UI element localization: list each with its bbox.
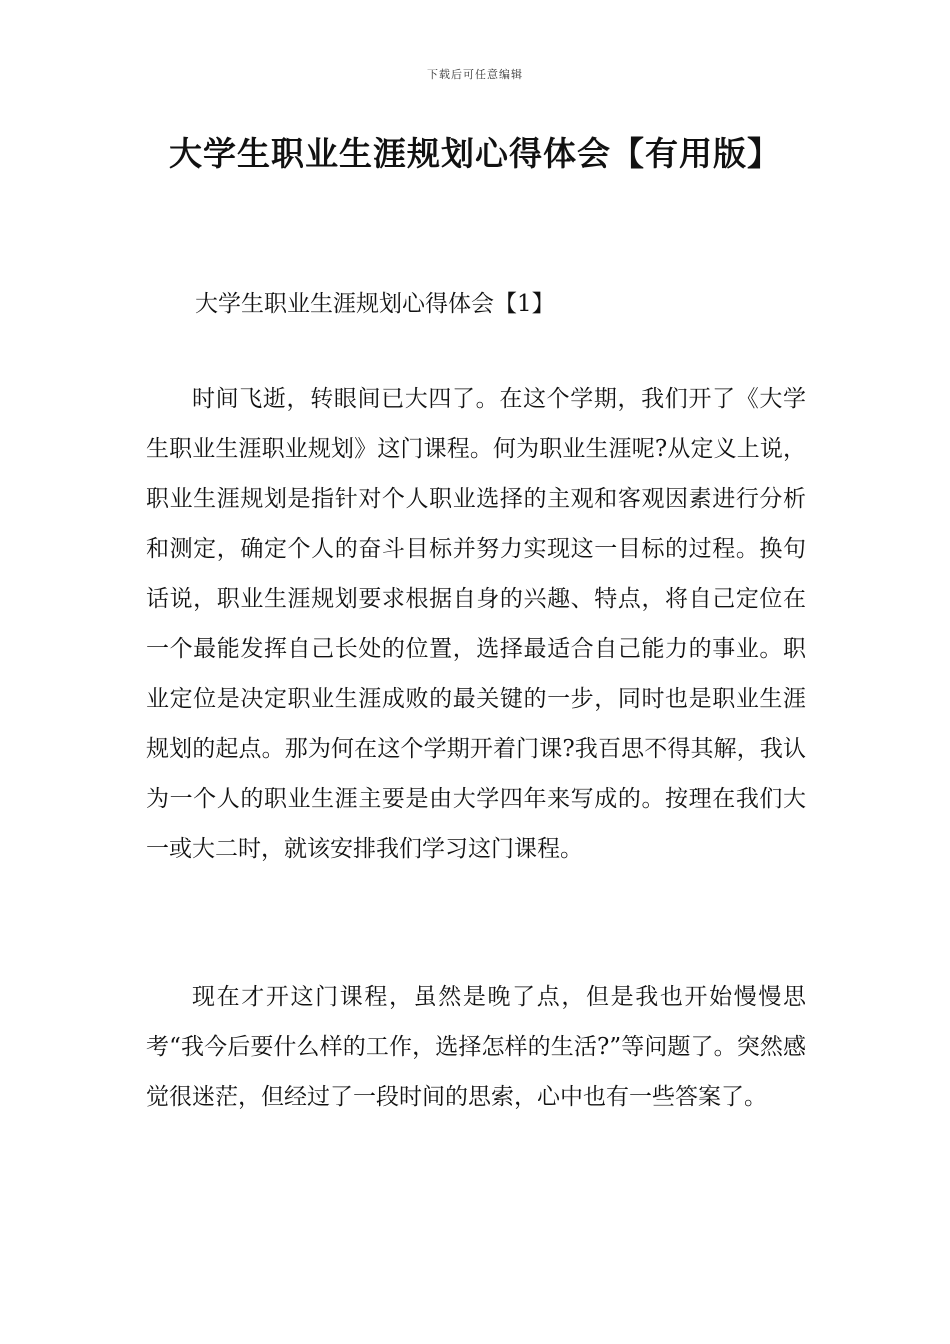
download-note: 下载后可任意编辑 bbox=[427, 68, 523, 81]
body-paragraph-2: 现在才开这门课程，虽然是晚了点，但是我也开始慢慢思考“我今后要什么样的工作，选择怎样的生活?”等问题了。突然感觉很迷茫，但经过了一段时间的思索，心中也有一些答案了。 bbox=[146, 984, 806, 1110]
section-heading: 大学生职业生涯规划心得体会【1】 bbox=[195, 291, 555, 317]
body-paragraph-1: 时间飞逝，转眼间已大四了。在这个学期，我们开了《大学生职业生涯职业规划》这门课程。何为职业生涯呢?从定义上说，职业生涯规划是指针对个人职业选择的主观和客观因素进行分析和测定，确定个人的奋斗目标并努力实现这一目标的过程。换句话说，职业生涯规划要求根据自身的兴趣、特点，将自己定位在一个最能发挥自己长处的位置，选择最适合自己能力的事业。职业定位是决定职业生涯成败的最关键的一步，同时也是职业生涯规划的起点。那为何在这个学期开着门课?我百思不得其解，我认为一个人的职业生涯主要是由大学四年来写成的。按理在我们大一或大二时，就该安排我们学习这门课程。 bbox=[146, 386, 806, 862]
document-title: 大学生职业生涯规划心得体会【有用版】 bbox=[169, 134, 781, 173]
